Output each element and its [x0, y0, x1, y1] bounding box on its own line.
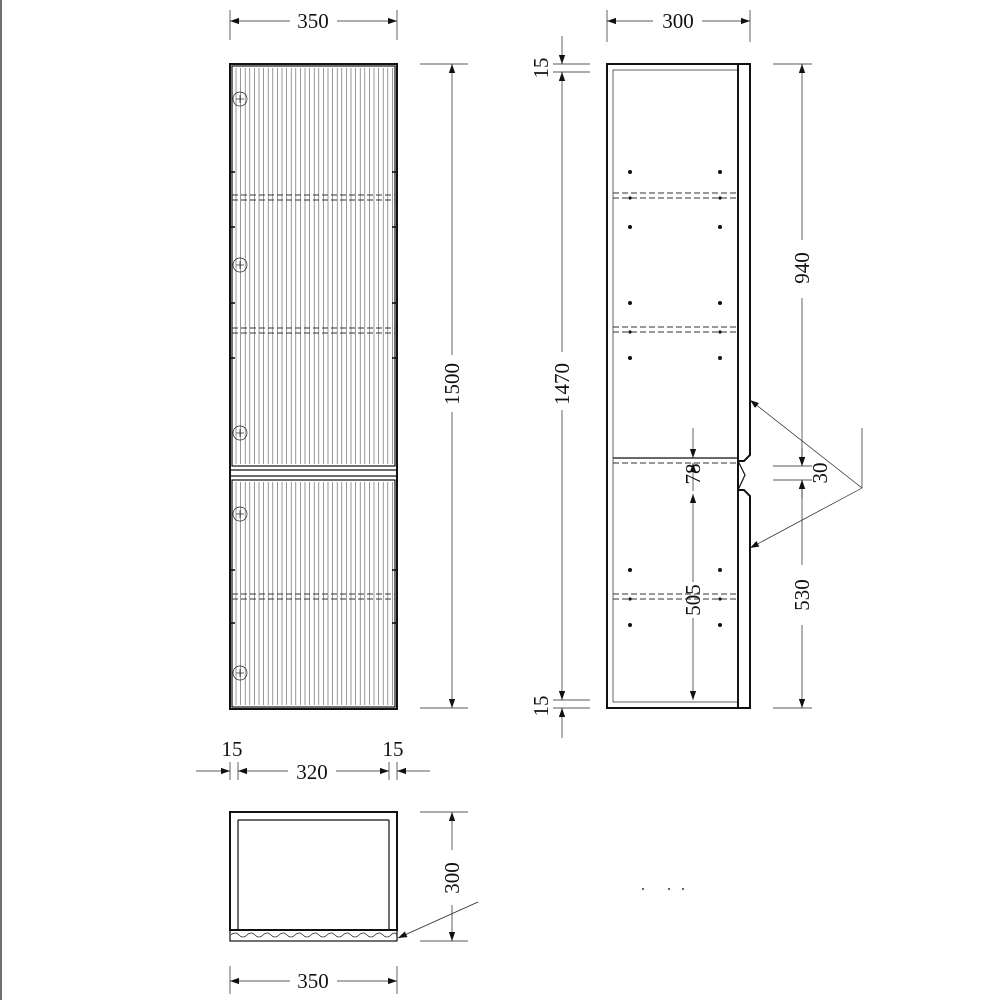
side-cabinet-body: [607, 64, 738, 708]
top-depth-dimension: [398, 812, 478, 941]
top-view: [196, 737, 478, 994]
side-inner-height-label: 1470: [550, 363, 574, 405]
shelf-pin-holes: [628, 170, 722, 627]
upper-door-profile: [738, 64, 750, 461]
door-dimension-chain: [773, 64, 832, 708]
top-inner-width-label: 320: [296, 760, 328, 784]
side-depth-dimension: [607, 9, 750, 42]
upper-door-label: 940: [790, 252, 814, 284]
front-view-width-dimension: [230, 9, 397, 40]
front-cabinet-outline: [230, 64, 397, 709]
door-edge-leaders: [750, 400, 862, 548]
top-depth-label: 300: [440, 862, 464, 894]
gap-label: 30: [808, 462, 832, 484]
side-bottom-panel-label: 15: [529, 695, 553, 717]
top-right-panel-label: 15: [382, 737, 404, 761]
shelf-pin-marks: [231, 172, 396, 623]
lower-door-label: 530: [790, 579, 814, 611]
top-left-panel-label: 15: [221, 737, 243, 761]
shelf-spacing-label: 78: [681, 463, 705, 485]
fluted-door-pattern: [236, 68, 392, 705]
front-width-label: 350: [297, 9, 329, 33]
lower-inner-label: 505: [681, 584, 705, 616]
side-inner-height-dimension: [550, 363, 574, 700]
side-top-panel-dimension: [529, 36, 590, 352]
shelf-spacing-dimension: [681, 428, 705, 491]
front-view: [230, 9, 468, 709]
top-outer-width-dimension: [230, 966, 397, 994]
side-view: [529, 9, 862, 738]
top-view-carcass: [230, 812, 397, 930]
side-top-panel-label: 15: [529, 57, 553, 79]
lower-inner-dimension: [681, 494, 705, 700]
top-panel-thickness-dimensions: [196, 737, 430, 784]
lower-door: [232, 480, 395, 707]
front-height-label: 1500: [440, 363, 464, 405]
front-view-height-dimension: [420, 64, 468, 708]
stray-marks: [642, 888, 684, 890]
fluted-door-edge: [231, 933, 397, 937]
side-depth-label: 300: [662, 9, 694, 33]
side-bottom-panel-dimension: [529, 696, 590, 739]
upper-door: [232, 66, 395, 466]
lower-door-profile: [738, 490, 750, 708]
top-outer-width-label: 350: [297, 969, 329, 993]
